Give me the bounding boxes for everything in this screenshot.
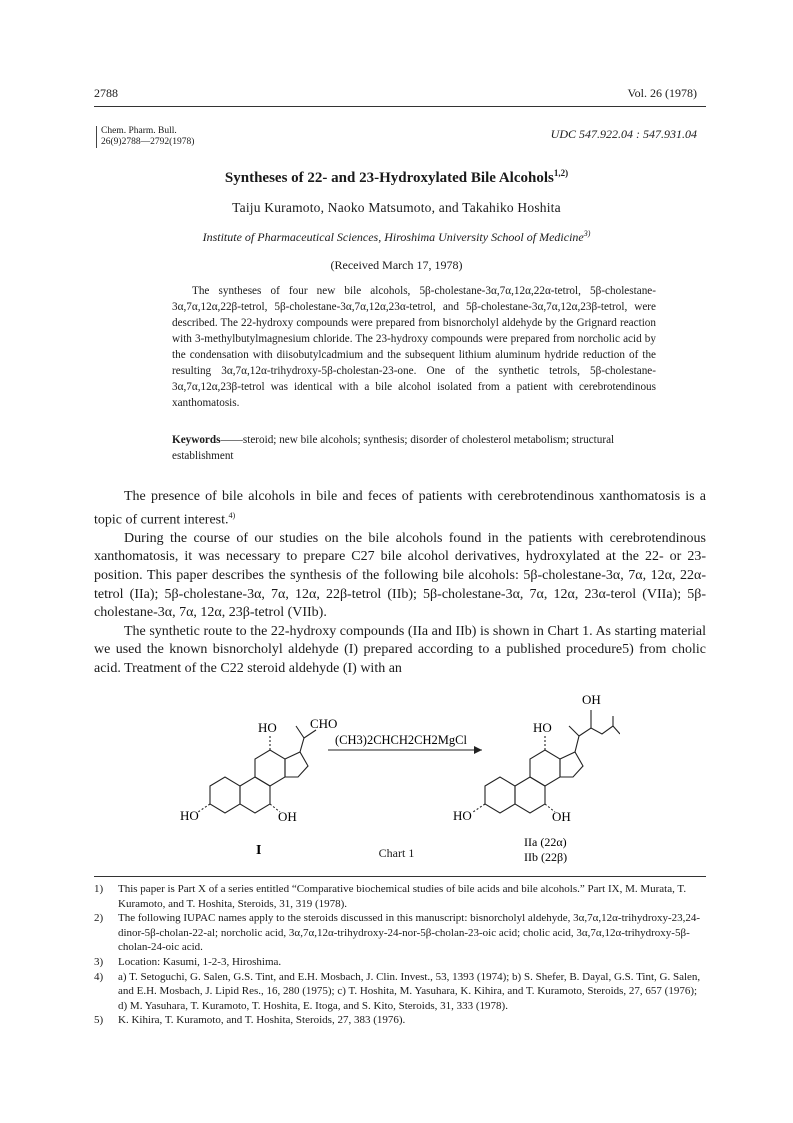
footnote-item <box>94 1013 706 1028</box>
keywords-text: ——steroid; new bile alcohols; synthesis; disorder of cholesterol metabolism; structural establishment <box>172 434 615 462</box>
footnote-text: a) T. Setoguchi, G. Salen, G.S. Tint, and E.H. Mosbach, J. Clin. Invest., 53, 1393 (1974); b) S. Shefer, B. Dayal, G.S. Tint, G. Salen, and E.H. Mosbach, J. Lipid Res., 16, 280 (1975); c) T. Hoshita, M. Yasuhara, K. Kihira, and T. Kuramoto, Steroids, 27, 657 (1976); d) M. Yasuhara, T. Kuramoto, T. Hoshita, E. Itoga, and S. Kito, Steroids, 31, 333 (1978). <box>118 970 701 1012</box>
body-paragraph-1 <box>94 488 706 530</box>
left-ho-top-label: HO <box>258 720 277 735</box>
compound-iib-label: IIb (22β) <box>524 850 568 864</box>
volume-label: Vol. 26 (1978) <box>627 86 697 100</box>
chart-caption: Chart 1 <box>378 846 415 860</box>
right-oh-bottom-label: OH <box>552 809 571 824</box>
institution-superscript: 3) <box>583 229 591 238</box>
journal-reference <box>96 126 194 148</box>
header-rule <box>94 106 706 107</box>
footnote-rule <box>94 876 706 877</box>
footnote-number: 5) <box>94 1014 104 1027</box>
compound-iia-label: IIa (22α) <box>524 835 567 849</box>
keywords-label: Keywords <box>172 434 221 446</box>
left-cho-label: CHO <box>310 716 338 731</box>
reference-marker: 4) <box>228 510 236 520</box>
keywords <box>172 432 656 464</box>
article-title <box>0 168 793 187</box>
abstract <box>172 283 656 411</box>
right-oh-top-label: OH <box>582 692 601 707</box>
footnote-number: 1) <box>94 883 104 895</box>
body-text <box>94 488 706 679</box>
right-ho-top-label: HO <box>533 720 552 735</box>
footnote-text: Location: Kasumi, 1-2-3, Hiroshima. <box>118 955 282 968</box>
journal-ref-line1: Chem. Pharm. Bull. <box>101 126 177 136</box>
footnote-item <box>94 882 706 911</box>
reaction-arrowhead <box>474 746 482 754</box>
footnote-text: This paper is Part X of a series entitled “Comparative biochemical studies of bile acids and bile alcohols.” Part IX, M. Murata, T. Kuramoto, and T. Hoshita, Steroids, 31, 319 (1978). <box>118 883 687 910</box>
chart-1-scheme <box>180 676 620 866</box>
journal-ref-line2: 26(9)2788—2792(1978) <box>101 137 195 147</box>
institution <box>0 229 793 245</box>
footnote-number: 2) <box>94 912 104 925</box>
footnote-number: 4) <box>94 970 104 983</box>
page-number: 2788 <box>94 86 118 100</box>
title-superscript: 1,2) <box>553 168 569 178</box>
title-text: Syntheses of 22- and 23-Hydroxylated Bile Alcohols <box>224 170 554 186</box>
reagent-label: (CH3)2CHCH2CH2MgCl <box>335 733 467 747</box>
body-paragraph-3: The synthetic route to the 22-hydroxy compounds (IIa and IIb) is shown in Chart 1. As starting material we used the known bisnorcholyl aldehyde (I) prepared according to a published procedure5) from cholic acid. Treatment of the C22 steroid aldehyde (I) with an <box>94 623 706 676</box>
footnote-text: K. Kihira, T. Kuramoto, and T. Hoshita, Steroids, 27, 383 (1976). <box>118 1014 406 1027</box>
compound-i-label: I <box>256 843 262 858</box>
compound-i-structure <box>198 726 316 813</box>
body-paragraph-2: During the course of our studies on the bile alcohols found in the patients with cerebrotendinous xanthomatosis, it was necessary to prepare C27 bile alcohol derivatives, hydroxylated at the 22- or 23-position. This paper describes the synthesis of the following bile alcohols: 5β-cholestane-3α, 7α, 12α, 22α-tetrol (IIa); 5β-cholestane-3α, 7α, 12α, 22β-tetrol (IIb); 5β-cholestane-3α, 7α, 12α, 23α-terol (VIIa); 5β-cholestane-3α, 7α, 12α, 23β-tetrol (VIIb). <box>94 530 706 621</box>
footnote-item <box>94 970 706 1014</box>
footnote-item <box>94 911 706 955</box>
left-ho-bottom-label: HO <box>180 808 199 823</box>
udc-code: UDC 547.922.04 : 547.931.04 <box>550 127 697 141</box>
received-date: (Received March 17, 1978) <box>330 258 463 272</box>
footnote-number: 3) <box>94 955 104 968</box>
abstract-text: The syntheses of four new bile alcohols, 5β-cholestane-3α,7α,12α,22α-tetrol, 5β-cholestane-3α,7α,12α,22β-tetrol, 5β-cholestane-3α,7α,12α,23α-tetrol, and 5β-cholestane-3α,7α,12α,23β-tetrol, were described. The 22-hydroxy compounds were prepared from bisnorcholyl aldehyde by the Grignard reaction with 3-methylbutylmagnesium chloride. The 23-hydroxy compounds were prepared from norcholic acid by the condensation with diisobutylcadmium and the subsequent lithium aluminum hydride reduction of the resulting 3α,7α,12α-trihydroxy-5β-cholestan-23-one. One of the synthetic tetrols, 5β-cholestane-3α,7α,12α,23β-tetrol was identical with a bile alcohol isolated from a patient with cerebrotendinous xanthomatosis. <box>172 285 656 409</box>
body-paragraph-1-text: The presence of bile alcohols in bile and feces of patients with cerebrotendinous xanthomatosis is a topic of current interest. <box>94 489 706 528</box>
left-oh-bottom-label: OH <box>278 809 297 824</box>
author-list: Taiju Kuramoto, Naoko Matsumoto, and Takahiko Hoshita <box>232 200 561 215</box>
footnotes <box>94 882 706 1028</box>
footnote-item <box>94 955 706 970</box>
institution-text: Institute of Pharmaceutical Sciences, Hiroshima University School of Medicine <box>202 230 584 244</box>
footnote-text: The following IUPAC names apply to the steroids discussed in this manuscript: bisnorcholyl aldehyde, 3α,7α,12α-trihydroxy-23,24-dinor-5β-cholan-22-al; norcholic acid, 3α,7α,12α-trihydroxy-24-nor-5β-cholan-23-oic acid; cholic acid, 3α,7α,12α-trihydroxy-5β-cholan-24-oic acid. <box>118 912 701 954</box>
right-ho-bottom-label: HO <box>453 808 472 823</box>
